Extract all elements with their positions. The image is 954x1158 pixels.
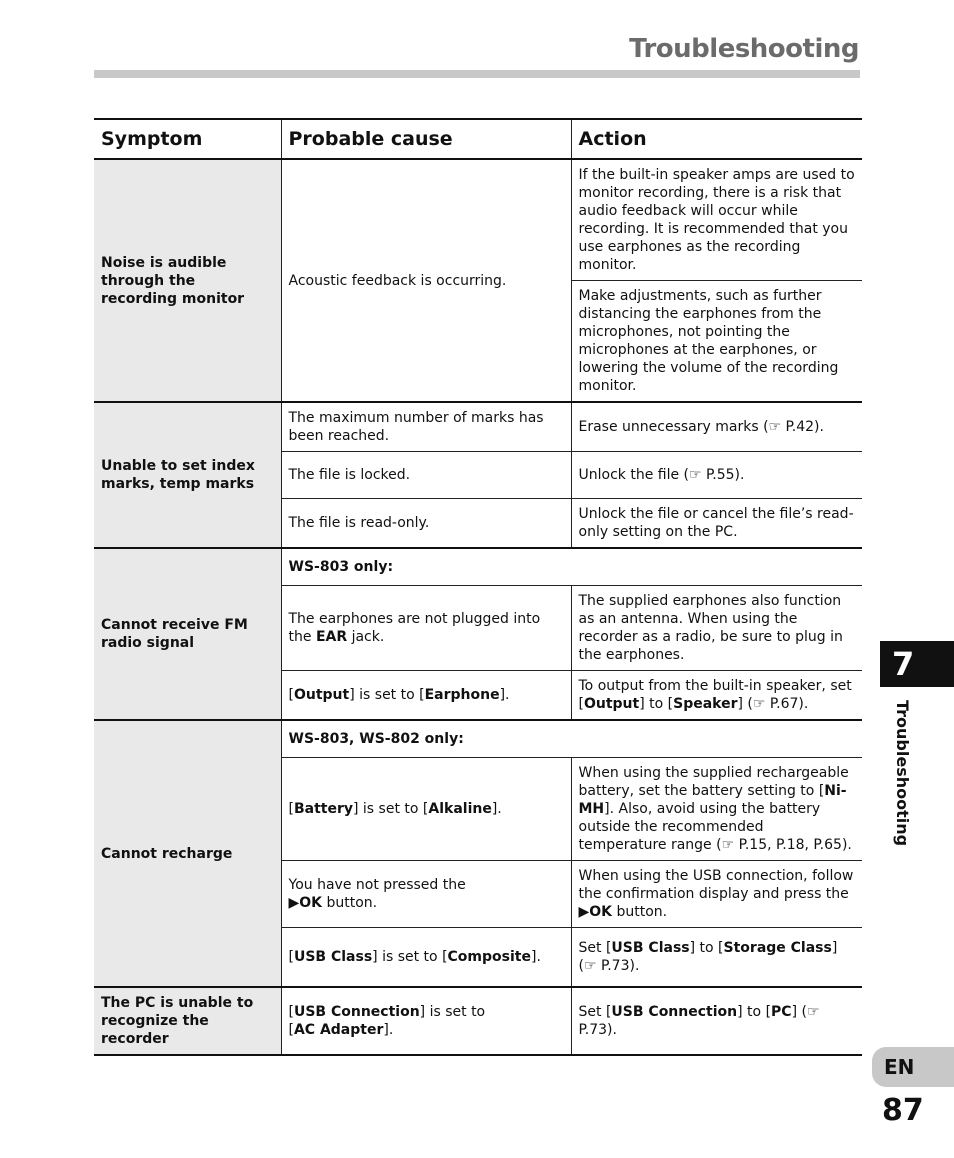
cause-cell: Acoustic feedback is occurring. [281,159,571,402]
table-row [94,987,862,1055]
cause-text: You have not pressed the [288,877,466,893]
side-label-text: Troubleshooting [893,700,912,847]
cause-cell: The file is locked. [281,452,571,499]
symptom-cell: The PC is unable to recognize the recorder [94,987,281,1055]
cause-text: button. [322,895,378,911]
symptom-cell: Noise is audible through the recording monitor [94,159,281,402]
setting-battery: Battery [293,801,353,817]
action-text: to [742,1004,766,1020]
page-ref: (☞ P.73). [578,958,640,974]
action-text: When using the supplied rechargeable battery, set the battery setting to [578,765,849,799]
cause-cell [281,861,571,928]
page-ref: (☞ P.67). [742,696,809,712]
action-cell: Erase unnecessary marks (☞ P.42). [571,402,862,452]
cause-cell: The file is read-only. [281,499,571,549]
setting-output: Output [583,696,640,712]
action-text: button. [612,904,668,920]
setting-usb-connection: USB Connection [293,1004,420,1020]
setting-storage-class: Storage Class [723,940,832,956]
action-cell: If the built-in speaker amps are used to monitor recording, there is a risk that audio feedback will occur while recording. It is recommended that you use earphones as the recording monitor. [571,159,862,281]
action-cell: When using the supplied rechargeable battery, set the battery setting to [Ni-MH]. Also, avoid using the battery outside the recommended temperature range (☞ P.15, P.18, P.65). [571,758,862,861]
setting-output: Output [293,687,350,703]
cause-text: is set to [377,949,443,965]
action-cell: To output from the built-in speaker, set [Output] to [Speaker] (☞ P.67). [571,671,862,721]
action-cell: Unlock the file or cancel the file’s read-only setting on the PC. [571,499,862,549]
page-ref: (☞ P.73). [578,1004,820,1038]
cause-cell: [Output] is set to [Earphone]. [281,671,571,721]
action-text: . Also, avoid using the battery outside the recommended temperature range (☞ P.15, P.18, P.65). [578,801,852,853]
cause-text: The earphones are not plugged into the [288,611,541,645]
header-row [94,119,862,159]
action-cell: Set [USB Connection] to [PC] (☞ P.73). [571,987,862,1055]
setting-ac-adapter: AC Adapter [293,1022,384,1038]
setting-alkaline: Alkaline [428,801,492,817]
symptom-cell: Cannot recharge [94,720,281,987]
model-note: WS-803, WS-802 only: [281,720,862,758]
troubleshooting-table [94,118,862,1056]
ok-button-label: ▶OK [288,895,323,911]
cause-text: is set to [354,687,420,703]
action-text: Set [578,1004,606,1020]
header-action: Action [571,119,862,159]
action-cell: Make adjustments, such as further distancing the earphones from the microphones, not pointing the microphones at the earphones, or lowering the volume of the recording monitor. [571,281,862,403]
title-rule [94,70,860,78]
setting-speaker: Speaker [673,696,738,712]
action-text: to [695,940,719,956]
page-title: Troubleshooting [629,34,859,64]
action-text: When using the USB connection, follow the confirmation display and press the [578,868,854,902]
cause-cell: [Battery] is set to [Alkaline]. [281,758,571,861]
setting-nimh: Ni-MH [578,783,847,817]
ear-jack-label: EAR [315,629,348,645]
header-symptom: Symptom [94,119,281,159]
action-text: to [644,696,668,712]
action-cell: Unlock the file (☞ P.55). [571,452,862,499]
symptom-cell: Unable to set index marks, temp marks [94,402,281,548]
header-cause: Probable cause [281,119,571,159]
chapter-tab: 7 [880,641,954,687]
cause-text: is set to [425,1004,486,1020]
action-cell: The supplied earphones also function as an antenna. When using the recorder as a radio, be sure to plug in the earphones. [571,586,862,671]
setting-usb-class: USB Class [293,949,373,965]
ok-button-label: ▶OK [578,904,613,920]
setting-earphone: Earphone [424,687,500,703]
setting-pc: PC [771,1004,792,1020]
action-text: To output from the built-in speaker, set [578,678,852,694]
table-row [94,159,862,281]
cause-text: is set to [358,801,423,817]
action-cell: Set [USB Class] to [Storage Class] (☞ P.73). [571,928,862,988]
side-label [890,700,912,847]
page-number: 87 [882,1093,924,1128]
table-row [94,720,862,758]
table-row [94,548,862,586]
cause-cell: [USB Class] is set to [Composite]. [281,928,571,988]
cause-cell: The maximum number of marks has been reached. [281,402,571,452]
action-cell [571,861,862,928]
setting-composite: Composite [447,949,531,965]
setting-usb-connection: USB Connection [611,1004,738,1020]
setting-usb-class: USB Class [611,940,690,956]
table-row [94,402,862,452]
model-note: WS-803 only: [281,548,862,586]
cause-text: jack. [347,629,385,645]
symptom-cell: Cannot receive FM radio signal [94,548,281,720]
language-badge: EN [872,1047,954,1087]
cause-cell [281,586,571,671]
action-text: Set [578,940,606,956]
cause-cell: [USB Connection] is set to [AC Adapter]. [281,987,571,1055]
